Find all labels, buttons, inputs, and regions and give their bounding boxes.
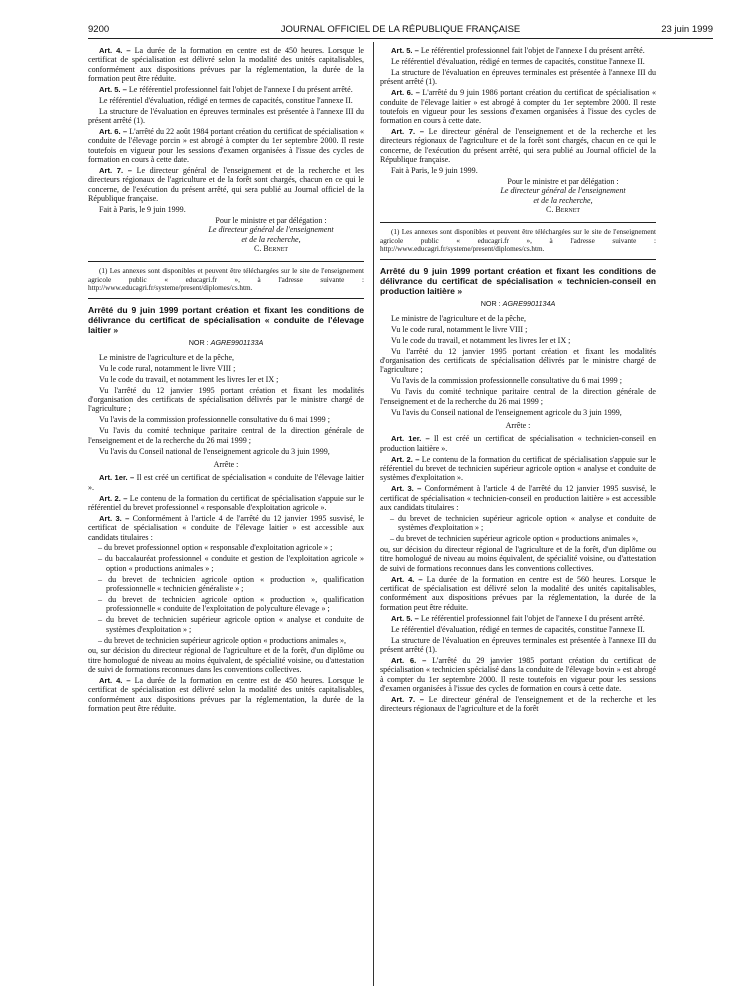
signature-date: Fait à Paris, le 9 juin 1999. <box>99 205 186 215</box>
article-label: Art. 5. – <box>391 613 419 623</box>
paragraph: Le référentiel d'évaluation, rédigé en termes de capacités, constitue l'annexe II. <box>99 95 353 105</box>
nor-value: AGRE9901134A <box>502 298 556 308</box>
visa: Vu l'avis du comité technique paritaire central de la direction générale de l'enseignement et de la recherche du 26 mai 1999 ; <box>380 387 656 406</box>
article-text: L'arrêté du 9 juin 1986 portant création du certificat de spécialisation « conduite de l'élevage laitier » est abrogé à compter du 1er septembre 2000. Il reste toutefois en vigueur pour les sessions d'examen organisées à l'issue des cycles de formation en cours à cette date. <box>380 88 656 126</box>
article-label: Art. 4. – <box>99 46 131 55</box>
paragraph: Le référentiel d'évaluation, rédigé en termes de capacités, constitue l'annexe II. <box>391 624 645 634</box>
signature-line: Pour le ministre et par délégation : <box>507 177 619 187</box>
signatory-name: C. Bernet <box>545 205 581 215</box>
article-label: Art. 5. – <box>391 46 419 55</box>
signature-line: Pour le ministre et par délégation : <box>215 216 327 225</box>
footnote-rule <box>88 261 364 262</box>
right-column <box>380 46 656 986</box>
signature-title: et de la recherche, <box>241 234 301 244</box>
article-text: Le contenu de la formation du certificat de spécialisation s'appuie sur le référentiel du brevet de technicien supérieur agricole option « analyse et conduite de systèmes d'exploitation ». <box>380 454 656 483</box>
visa: Vu le code du travail, et notamment les livres Ier et IX ; <box>99 374 279 384</box>
list-item: – du brevet de technicien supérieur agricole option « analyse et conduite de systèmes d'exploitation » ; <box>390 513 656 533</box>
article-label: Art. 2. – <box>99 493 128 503</box>
signature-title: Le directeur général de l'enseignement <box>500 186 626 196</box>
list-item: – du baccalauréat professionnel « conduite et gestion de l'exploitation agricole » option « productions animales » ; <box>98 554 364 573</box>
signature-title: Le directeur général de l'enseignement <box>208 225 334 235</box>
visa: Le ministre de l'agriculture et de la pêche, <box>99 352 235 362</box>
article-label: Art. 3. – <box>391 484 422 494</box>
article-paragraph <box>88 676 364 713</box>
article-text: Le référentiel professionnel fait l'objet de l'annexe I du présent arrêté. <box>418 46 645 55</box>
header-rule <box>88 38 713 39</box>
article-text: Il est créé un certificat de spécialisation « conduite de l'élevage laitier ». <box>88 473 364 492</box>
paragraph: La structure de l'évaluation en épreuves terminales est présentée à l'annexe III du présent arrêté (1). <box>88 106 364 126</box>
article-text: Conformément à l'article 4 de l'arrêté du 12 janvier 1995 susvisé, le certificat de spécialisation « technicien-conseil en production laitière » est accessible aux candidats titulaires : <box>380 484 656 512</box>
article-paragraph <box>380 695 656 714</box>
article-paragraph <box>88 166 364 203</box>
article-text: Le référentiel professionnel fait l'objet de l'annexe I du présent arrêté. <box>418 613 645 623</box>
article-label: Art. 6. – <box>99 127 128 137</box>
footnote <box>88 267 364 292</box>
section-rule <box>380 259 656 260</box>
article-text: La durée de la formation en centre est de 450 heures. Lorsque le certificat de spécialisation est délivré selon la modalité des unités capitalisables, conformément aux dispositions prévues par la réglementation, la durée de la formation peut être réduite. <box>88 676 364 714</box>
article-text: Le directeur général de l'enseignement et de la recherche et les directeurs régionaux de l'agriculture et de la forêt sont chargés, chacun en ce qui le concerne, de l'exécution du présent arrêté, qui sera publié au Journal officiel de la République française. <box>380 127 656 165</box>
article-label: Art. 5. – <box>99 84 127 94</box>
column-divider <box>373 42 374 986</box>
list-item: – du brevet professionnel option « responsable d'exploitation agricole » ; <box>98 543 333 553</box>
visa: Vu l'avis du comité technique paritaire central de la direction générale de l'enseignement et de la recherche du 26 mai 1999 ; <box>88 426 364 445</box>
journal-title: JOURNAL OFFICIEL DE LA RÉPUBLIQUE FRANÇAISE <box>280 24 521 35</box>
article-text: Le directeur général de l'enseignement et de la recherche et les directeurs régionaux de l'agriculture et de la forêt sont chargés, chacun en ce qui le concerne, de l'exécution du présent arrêté, qui sera publié au Journal officiel de la République française. <box>88 166 364 204</box>
visa: Vu l'avis du Conseil national de l'enseignement agricole du 3 juin 1999, <box>391 407 622 417</box>
article-label: Art. 3. – <box>99 513 130 523</box>
article-paragraph <box>88 85 364 94</box>
article-paragraph <box>380 455 656 483</box>
visa: Vu le code rural, notamment le livre VIII ; <box>391 324 528 334</box>
visa: Vu l'avis du Conseil national de l'enseignement agricole du 3 juin 1999, <box>99 446 330 456</box>
paragraph: La structure de l'évaluation en épreuves terminales est présentée à l'annexe III du présent arrêté (1). <box>380 67 656 87</box>
list-item: – du brevet de technicien supérieur agricole option « analyse et conduite de systèmes d'exploitation » ; <box>98 615 364 634</box>
visa: Vu l'avis de la commission professionnelle consultative du 6 mai 1999 ; <box>99 415 330 425</box>
article-label: Art. 1er. – <box>99 473 135 483</box>
article-paragraph <box>380 127 656 164</box>
article-label: Art. 2. – <box>391 454 420 464</box>
article-label: Art. 6. – <box>391 655 427 665</box>
visa: Le ministre de l'agriculture et de la pêche, <box>391 313 527 323</box>
nor-reference: NOR : AGRE9901133A <box>188 337 264 347</box>
arrete-heading: Arrête : <box>505 420 531 430</box>
article-text: Le directeur général de l'enseignement et de la recherche et les directeurs régionaux de l'agriculture et de la forêt <box>380 694 656 714</box>
visa: Vu l'avis de la commission professionnelle consultative du 6 mai 1999 ; <box>391 376 622 386</box>
article-paragraph <box>88 46 364 83</box>
article-paragraph <box>380 46 656 55</box>
article-text: La durée de la formation en centre est de 450 heures. Lorsque le certificat de spécialisation est délivré selon la modalité des unités capitalisables, conformément aux dispositions prévues par la réglementation, la durée de la formation peut être réduite. <box>88 46 364 84</box>
article-paragraph <box>380 88 656 125</box>
visa: Vu l'arrêté du 12 janvier 1995 portant création et fixant les modalités d'organisation des certificats de spécialisation délivrés par le ministre chargé de l'agriculture ; <box>88 385 364 414</box>
footnote-text: (1) Les annexes sont disponibles et peuvent être téléchargées sur le site de l'enseignement agricole public « educagri.fr », à l'adresse suivante : http://www.educagri.fr/systeme/present/diplomes/cs.htm. <box>380 228 656 253</box>
article-text: La durée de la formation en centre est de 560 heures. Lorsque le certificat de spécialisation est délivré selon la modalité des unités capitalisables, conformément aux dispositions prévues par la réglementation, la durée de la formation peut être réduite. <box>380 574 656 612</box>
signature-date: Fait à Paris, le 9 juin 1999. <box>391 166 478 176</box>
decree-title: Arrêté du 9 juin 1999 portant création et fixant les conditions de délivrance du certificat de spécialisation « conduite de l'élevage laitier » <box>88 304 364 336</box>
article-paragraph <box>88 514 364 542</box>
article-text: L'arrêté du 22 août 1984 portant création du certificat de spécialisation « conduite de l'élevage porcin » est abrogé à compter du 1er septembre 2000. Il reste toutefois en vigueur pour les sessions d'examen organisées à l'issue des cycles de formation en cours à cette date. <box>88 127 364 165</box>
arrete-heading: Arrête : <box>213 459 239 469</box>
article-paragraph <box>380 614 656 623</box>
article-text: Le référentiel professionnel fait l'objet de l'annexe I du présent arrêté. <box>126 84 353 94</box>
article-label: Art. 7. – <box>391 694 425 704</box>
footnote-rule <box>380 222 656 223</box>
visa: Vu l'arrêté du 12 janvier 1995 portant création et fixant les modalités d'organisation des certificats de spécialisation délivrés par le ministre chargé de l'agriculture ; <box>380 346 656 375</box>
article-text: Le contenu de la formation du certificat de spécialisation s'appuie sur le référentiel du brevet professionnel « responsable d'exploitation agricole ». <box>88 493 364 512</box>
article-label: Art. 4. – <box>99 676 131 686</box>
page-number: 9200 <box>88 24 110 35</box>
signatory-name: C. Bernet <box>253 244 289 254</box>
article-label: Art. 6. – <box>391 88 420 98</box>
paragraph: ou, sur décision du directeur régional de l'agriculture et de la forêt, d'un diplôme ou titre homologué de niveau au moins équivalent, de spécialité voisine, ou d'attestation de suivi de formations reconnues dans les conventions collectives. <box>380 545 656 573</box>
article-paragraph <box>380 434 656 453</box>
article-paragraph <box>380 484 656 512</box>
nor-value: AGRE9901133A <box>210 337 264 347</box>
list-item: – du brevet de technicien supérieur agricole option « productions animales », <box>98 635 347 645</box>
list-item: – du brevet de technicien supérieur agricole option « productions animales », <box>390 534 639 544</box>
nor-reference: NOR : AGRE9901134A <box>480 298 556 308</box>
article-paragraph <box>88 127 364 164</box>
paragraph: ou, sur décision du directeur régional de l'agriculture et de la forêt, d'un diplôme ou titre homologué de niveau au moins équivalent, de spécialité voisine, ou d'attestation de suivi de formations reconnues dans les conventions collectives. <box>88 646 364 675</box>
article-text: Il est créé un certificat de spécialisation « technicien-conseil en production laitière ». <box>380 434 656 453</box>
paragraph: La structure de l'évaluation en épreuves terminales est présentée à l'annexe III du présent arrêté (1). <box>380 635 656 654</box>
article-text: L'arrêté du 29 janvier 1985 portant création du certificat de spécialisation « technicien spécialisé dans la conduite de l'élevage bovin » est abrogé à compter du 1er septembre 2000. Il reste toutefois en vigueur pour les sessions d'examen organisées à l'issue des cycles de formation en cours à cette date. <box>380 655 656 693</box>
footnote-text: (1) Les annexes sont disponibles et peuvent être téléchargées sur le site de l'enseignement agricole public « educagri.fr », à l'adresse suivante : http://www.educagri.fr/systeme/present/diplomes/cs.htm. <box>88 267 364 292</box>
article-paragraph <box>380 656 656 693</box>
issue-date: 23 juin 1999 <box>661 24 713 35</box>
article-paragraph <box>88 473 364 492</box>
section-rule <box>88 298 364 299</box>
article-label: Art. 4. – <box>391 574 423 584</box>
left-column <box>88 46 364 986</box>
list-item: – du brevet de technicien agricole option « production », qualification professionnelle « technicien généraliste » ; <box>98 574 364 594</box>
article-paragraph <box>380 575 656 612</box>
article-label: Art. 7. – <box>391 127 425 137</box>
paragraph: Le référentiel d'évaluation, rédigé en termes de capacités, constitue l'annexe II. <box>391 56 645 66</box>
signature-title: et de la recherche, <box>533 195 593 205</box>
visa: Vu le code du travail, et notamment les livres Ier et IX ; <box>391 335 571 345</box>
page-header <box>88 24 713 36</box>
article-label: Art. 7. – <box>99 166 133 176</box>
decree-title: Arrêté du 9 juin 1999 portant création et fixant les conditions de délivrance du certificat de spécialisation « technicien-conseil en production laitière » <box>380 266 656 297</box>
list-item: – du brevet de technicien agricole option « production », qualification professionnelle « conduite de l'exploitation de polyculture élevage » ; <box>98 594 364 614</box>
article-text: Conformément à l'article 4 de l'arrêté du 12 janvier 1995 susvisé, le certificat de spécialisation « conduite de l'élevage laitier » est accessible aux candidats titulaires : <box>88 513 364 542</box>
visa: Vu le code rural, notamment le livre VIII ; <box>99 363 236 373</box>
article-label: Art. 1er. – <box>391 434 430 444</box>
article-paragraph <box>88 494 364 513</box>
footnote <box>380 228 656 253</box>
